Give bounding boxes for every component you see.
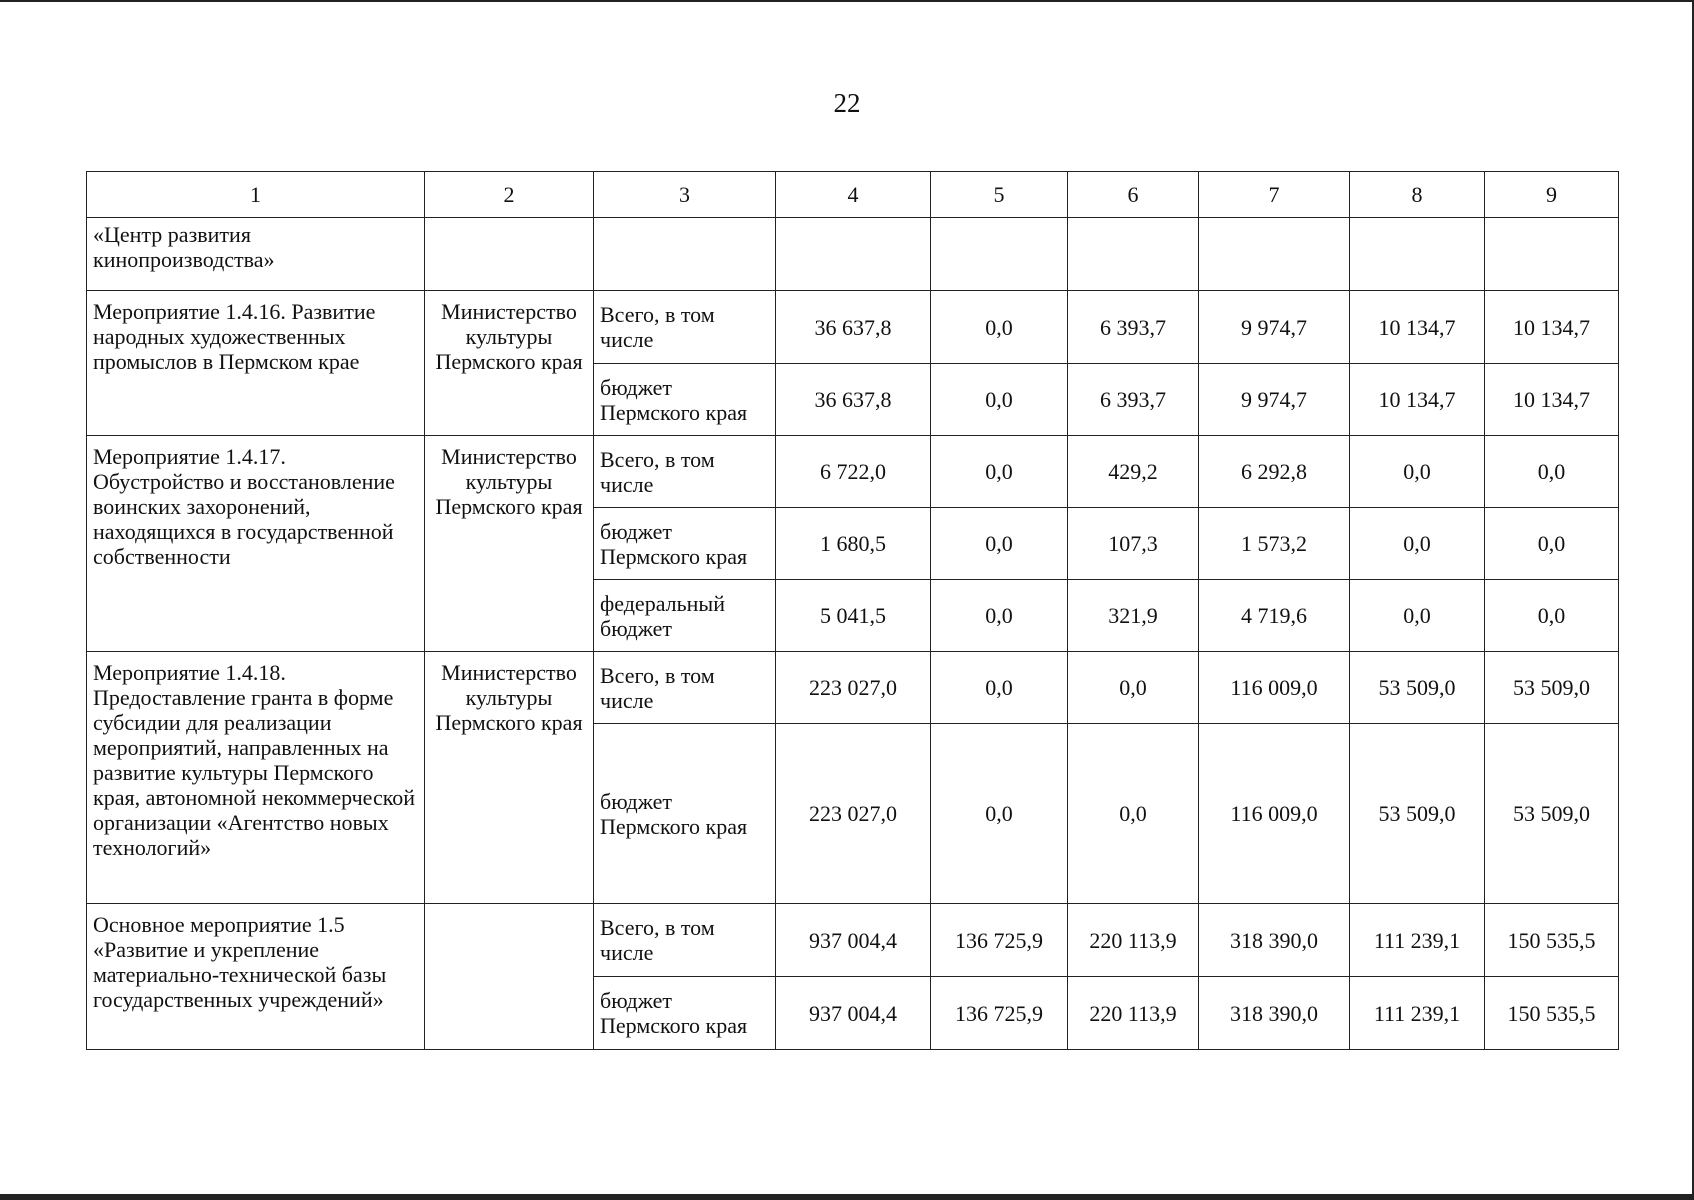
column-header: 4 xyxy=(776,172,931,218)
column-header: 5 xyxy=(931,172,1068,218)
amount-cell: 6 722,0 xyxy=(776,436,931,508)
funding-source: бюджет Пермского края xyxy=(594,724,776,904)
amount-cell: 220 113,9 xyxy=(1068,977,1199,1050)
amount-cell: 223 027,0 xyxy=(776,652,931,724)
amount-cell: 150 535,5 xyxy=(1485,904,1619,977)
measure-row xyxy=(87,436,1619,508)
empty-cell xyxy=(1199,218,1350,291)
scan-border-bottom xyxy=(0,1194,1694,1200)
amount-cell: 53 509,0 xyxy=(1350,724,1485,904)
funding-source: бюджет Пермского края xyxy=(594,977,776,1050)
amount-cell: 6 393,7 xyxy=(1068,364,1199,436)
amount-cell: 4 719,6 xyxy=(1199,580,1350,652)
amount-cell: 0,0 xyxy=(931,652,1068,724)
column-header: 1 xyxy=(87,172,425,218)
measure-row xyxy=(87,652,1619,724)
responsible-executor: Министерство культуры Пермского края xyxy=(425,291,594,436)
column-header: 8 xyxy=(1350,172,1485,218)
empty-cell xyxy=(425,218,594,291)
measure-row xyxy=(87,291,1619,364)
empty-cell xyxy=(1350,218,1485,291)
amount-cell: 10 134,7 xyxy=(1485,291,1619,364)
amount-cell: 937 004,4 xyxy=(776,904,931,977)
amount-cell: 6 393,7 xyxy=(1068,291,1199,364)
amount-cell: 10 134,7 xyxy=(1350,291,1485,364)
amount-cell: 0,0 xyxy=(1485,508,1619,580)
amount-cell: 53 509,0 xyxy=(1485,724,1619,904)
measure-name: Мероприятие 1.4.17. Обустройство и восстановление воинских захоронений, находящихся в государственной собственности xyxy=(87,436,425,652)
amount-cell: 150 535,5 xyxy=(1485,977,1619,1050)
amount-cell: 0,0 xyxy=(1485,580,1619,652)
amount-cell: 53 509,0 xyxy=(1485,652,1619,724)
amount-cell: 116 009,0 xyxy=(1199,652,1350,724)
amount-cell: 36 637,8 xyxy=(776,291,931,364)
amount-cell: 0,0 xyxy=(1350,508,1485,580)
amount-cell: 0,0 xyxy=(931,436,1068,508)
column-header: 6 xyxy=(1068,172,1199,218)
responsible-executor: Министерство культуры Пермского края xyxy=(425,436,594,652)
empty-cell xyxy=(594,218,776,291)
amount-cell: 10 134,7 xyxy=(1350,364,1485,436)
measure-row xyxy=(87,904,1619,977)
amount-cell: 0,0 xyxy=(931,364,1068,436)
amount-cell: 429,2 xyxy=(1068,436,1199,508)
column-header: 2 xyxy=(425,172,594,218)
header-row xyxy=(87,172,1619,218)
responsible-executor: Министерство культуры Пермского края xyxy=(425,652,594,904)
amount-cell: 318 390,0 xyxy=(1199,977,1350,1050)
amount-cell: 116 009,0 xyxy=(1199,724,1350,904)
column-header: 3 xyxy=(594,172,776,218)
funding-source: бюджет Пермского края xyxy=(594,364,776,436)
measure-name: Основное мероприятие 1.5 «Развитие и укрепление материально-технической базы государственных учреждений» xyxy=(87,904,425,1050)
column-header: 7 xyxy=(1199,172,1350,218)
funding-source: федеральный бюджет xyxy=(594,580,776,652)
responsible-executor xyxy=(425,904,594,1050)
page-number: 22 xyxy=(833,88,861,118)
amount-cell: 0,0 xyxy=(1485,436,1619,508)
amount-cell: 9 974,7 xyxy=(1199,291,1350,364)
amount-cell: 321,9 xyxy=(1068,580,1199,652)
amount-cell: 1 573,2 xyxy=(1199,508,1350,580)
amount-cell: 0,0 xyxy=(931,508,1068,580)
funding-source: Всего, в том числе xyxy=(594,291,776,364)
amount-cell: 0,0 xyxy=(931,580,1068,652)
amount-cell: 0,0 xyxy=(1068,724,1199,904)
amount-cell: 36 637,8 xyxy=(776,364,931,436)
scan-border-top xyxy=(0,0,1694,2)
budget-table xyxy=(86,171,1619,1050)
amount-cell: 136 725,9 xyxy=(931,977,1068,1050)
amount-cell: 0,0 xyxy=(931,724,1068,904)
amount-cell: 107,3 xyxy=(1068,508,1199,580)
amount-cell: 53 509,0 xyxy=(1350,652,1485,724)
empty-cell xyxy=(1068,218,1199,291)
empty-cell xyxy=(1485,218,1619,291)
measure-name: «Центр развития кинопроизводства» xyxy=(87,218,425,291)
amount-cell: 111 239,1 xyxy=(1350,977,1485,1050)
amount-cell: 5 041,5 xyxy=(776,580,931,652)
amount-cell: 0,0 xyxy=(1068,652,1199,724)
funding-source: Всего, в том числе xyxy=(594,436,776,508)
amount-cell: 10 134,7 xyxy=(1485,364,1619,436)
amount-cell: 318 390,0 xyxy=(1199,904,1350,977)
amount-cell: 223 027,0 xyxy=(776,724,931,904)
amount-cell: 136 725,9 xyxy=(931,904,1068,977)
amount-cell: 0,0 xyxy=(1350,580,1485,652)
amount-cell: 6 292,8 xyxy=(1199,436,1350,508)
measure-name: Мероприятие 1.4.18. Предоставление гранта в форме субсидии для реализации мероприятий, направленных на развитие культуры Пермского края, автономной некоммерческой организации «Агентство новых технологий» xyxy=(87,652,425,904)
funding-source: бюджет Пермского края xyxy=(594,508,776,580)
amount-cell: 111 239,1 xyxy=(1350,904,1485,977)
empty-cell xyxy=(931,218,1068,291)
amount-cell: 9 974,7 xyxy=(1199,364,1350,436)
amount-cell: 0,0 xyxy=(1350,436,1485,508)
measure-name: Мероприятие 1.4.16. Развитие народных художественных промыслов в Пермском крае xyxy=(87,291,425,436)
funding-source: Всего, в том числе xyxy=(594,652,776,724)
empty-cell xyxy=(776,218,931,291)
amount-cell: 1 680,5 xyxy=(776,508,931,580)
amount-cell: 0,0 xyxy=(931,291,1068,364)
funding-source: Всего, в том числе xyxy=(594,904,776,977)
amount-cell: 937 004,4 xyxy=(776,977,931,1050)
amount-cell: 220 113,9 xyxy=(1068,904,1199,977)
continued-row xyxy=(87,218,1619,291)
column-header: 9 xyxy=(1485,172,1619,218)
